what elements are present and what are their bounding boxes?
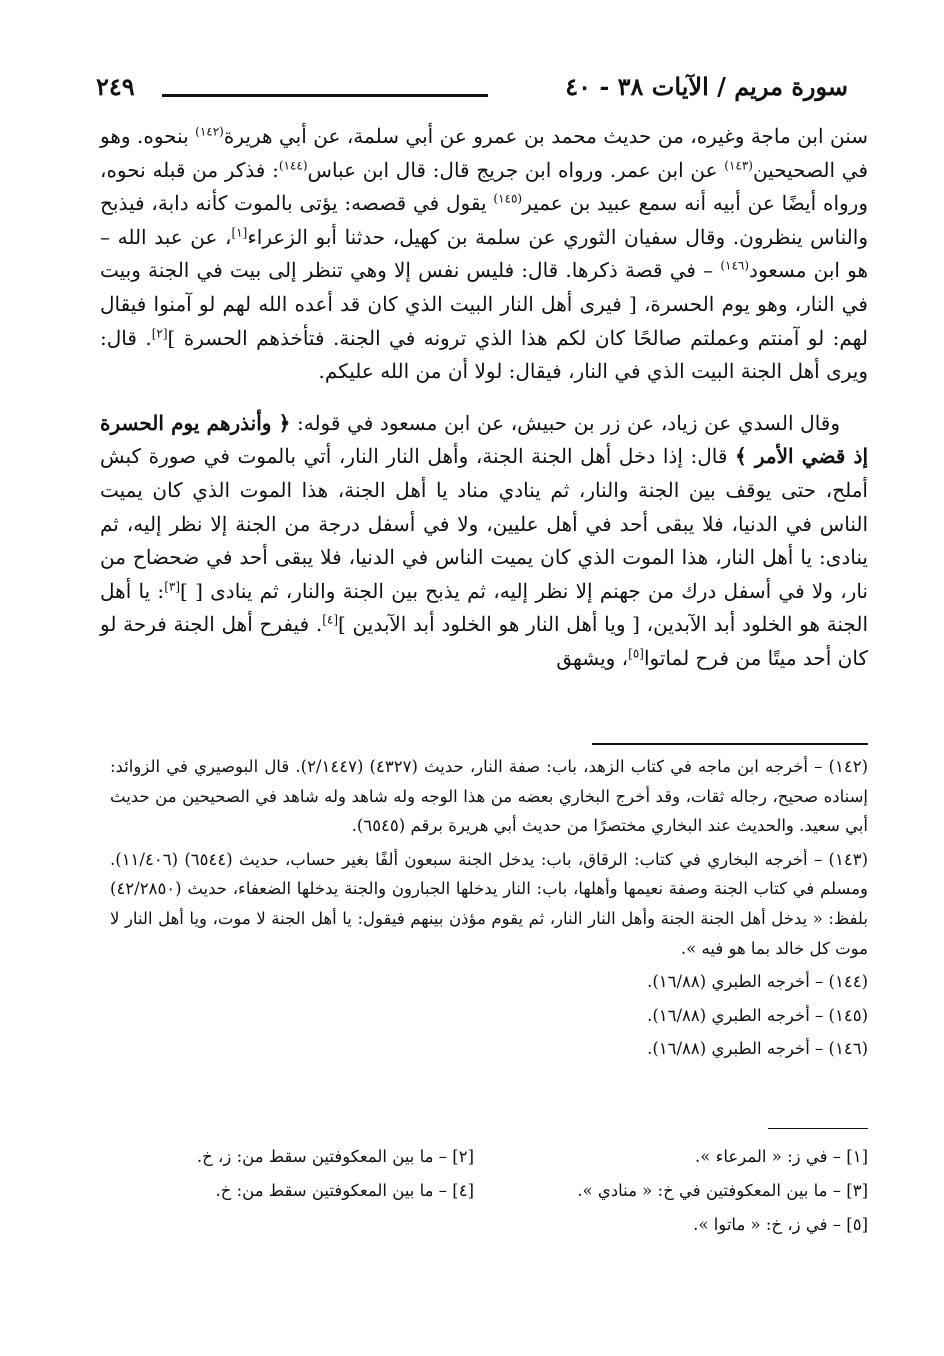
text-run: – في قصة ذكرها. قال: فليس نفس إلا وهي تنظر إلى بيت في الجنة وبيت في النار، وهو يوم الحسرة، [ فيرى أهل النار البيت الذي كان قد أعده الله لهم لو آمنوا فيقال لهم: لو آمنتم وعملتم صالحًا كان لكم هذا الذي ترونه في الجنة. فتأخذهم الحسرة ] [100,258,868,350]
page-header [96,72,848,106]
footnote-145: (١٤٥) – أخرجه الطبري (١٦/٨٨). [647,1005,868,1025]
reference-marker: [٥] [628,646,644,661]
reference-marker: (١٤٦) [720,258,750,273]
footnote-142: (١٤٢) – أخرجه ابن ماجه في كتاب الزهد، باب: صفة النار، حديث (٤٣٢٧) (٢/١٤٤٧). قال البوصيري في الزوائد: إسناده صحيح، رجاله ثقات، وقد أخرج البخاري بعضه من هذا الوجه وله شاهد وله شاهد في الصحيحين من حديث أبي سعيد. والحديث عند البخاري مختصرًا من حديث أبي هريرة برقم (٦٥٤٥). [110,757,868,836]
reference-marker: [٣] [164,579,181,594]
page-title: سورة مريم / الآيات ٣٨ - ٤٠ [565,72,848,101]
text-run: عن ابن عمر. ورواه ابن جريج قال: قال ابن عباس [307,157,725,182]
text-run: ، ويشهق [556,645,629,670]
text-run: . قال: ويرى أهل الجنة البيت الذي في النار، فيقال: لولا أن من الله عليكم. [100,325,868,384]
variant-note-3: [٣] – ما بين المعكوفتين في خ: « منادي ». [577,1181,868,1200]
variant-note-2: [٢] – ما بين المعكوفتين سقط من: ز، خ. [196,1147,474,1166]
text-run: : فذكر من قبله نحوه، ورواه أيضًا عن أبيه أنه سمع عبيد بن عمير [100,157,868,216]
text-run: سنن ابن ماجة وغيره، من حديث محمد بن عمرو عن أبي سلمة، عن أبي هريرة [223,124,869,148]
footnote-separator [592,743,868,745]
footnote-144: (١٤٤) – أخرجه الطبري (١٦/٨٨). [647,972,868,992]
text-run: : يا أهل الجنة هو الخلود أبد الآبدين، [ ويا أهل النار هو الخلود أبد الآبدين ] [100,578,868,637]
header-rule [162,94,488,97]
paragraph-1 [100,120,868,389]
variant-notes [110,1140,868,1242]
text-run: بنحوه. وهو في الصحيحين [100,124,869,182]
reference-marker: [٤] [322,612,339,627]
text-run: قال: إذا دخل أهل الجنة الجنة، وأهل النار النار، أتي بالموت في صورة كبش أملح، حتى يوقف بين الجنة والنار، ثم ينادي مناد يا أهل الجنة، هذا الموت الذي كان يميت الناس في الدنيا، فلا يبقى أحد في أهل عليين، ولا في أسفل درجة من الجنة إلا نظر إليه، ثم ينادى: يا أهل النار، هذا الموت الذي كان يميت الناس في الدنيا، فلا يبقى أحد في ضحضاح من نار، ولا في أسفل درك من جهنم إلا نظر إليه، ثم يذبح بين الجنة والنار، ثم ينادى [ ] [100,444,868,603]
reference-marker: (١٤٥) [493,191,523,206]
variant-note-4: [٤] – ما بين المعكوفتين سقط من: خ. [215,1181,474,1200]
main-text [100,120,868,676]
reference-marker: (١٤٢) [195,124,224,139]
reference-marker: (١٤٤) [278,157,308,172]
variant-note-1: [١] – في ز: « المرعاء ». [695,1147,868,1166]
variant-note-5: [٥] – في ز، خ: « ماتوا ». [693,1215,868,1234]
footnote-143: (١٤٣) – أخرجه البخاري في كتاب: الرقاق، باب: يدخل الجنة سبعون ألفًا بغير حساب، حديث (٦٥٤٤) (١١/٤٠٦). ومسلم في كتاب الجنة وصفة نعيمها وأهلها، باب: النار يدخلها الجبارون والجنة يدخلها الضعفاء، حديث (٤٢/٢٨٥٠) بلفظ: « يدخل أهل الجنة الجنة وأهل النار النار، ثم يقوم مؤذن بينهم فيقول: يا أهل الجنة لا موت، ويا أهل النار لا موت كل خالد بما هو فيه ». [110,849,868,958]
footnote-146: (١٤٦) – أخرجه الطبري (١٦/٨٨). [647,1039,868,1059]
paragraph-2 [100,407,868,676]
reference-marker: [١] [231,225,248,240]
text-run: ، عن عبد الله – هو ابن مسعود [100,224,869,283]
text-run: وقال السدي عن زياد، عن زر بن حبيش، عن ابن مسعود في قوله: [290,410,841,435]
variant-separator [768,1128,868,1129]
reference-marker: [٢] [151,325,168,340]
reference-marker: (١٤٣) [724,157,753,172]
text-run: . فيفرح أهل الجنة فرحة لو كان أحد ميتًا من فرح لماتوا [100,612,868,670]
text-run: يقول في قصصه: يؤتى بالموت كأنه دابة، فيذبح والناس ينظرون. وقال سفيان الثوري عن سلمة بن كهيل، حدثنا أبو الزعراء [100,191,868,249]
footnotes [110,752,868,1068]
quran-quote: ﴿ وأنذرهم يوم الحسرة إذ قضي الأمر ﴾ [100,410,869,469]
page-number: ٢٤٩ [96,72,135,101]
